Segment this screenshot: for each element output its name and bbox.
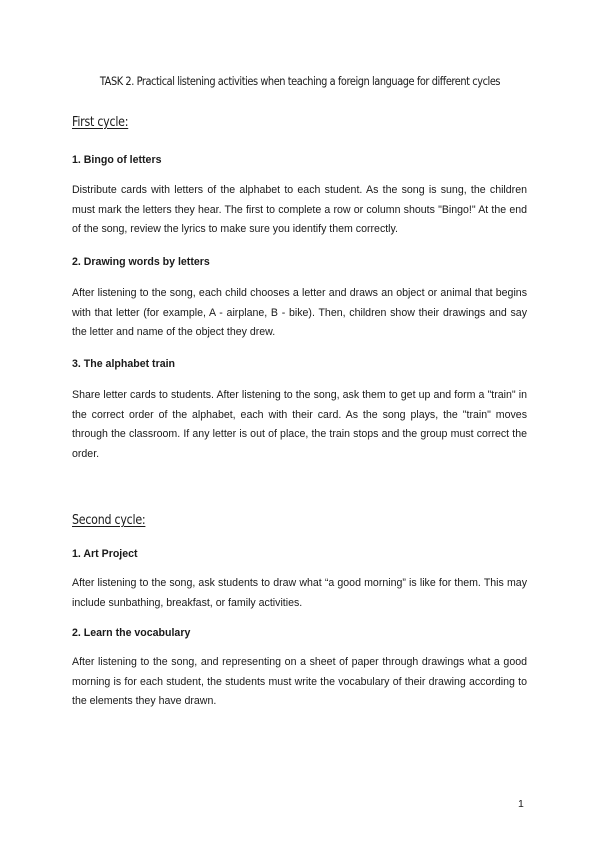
activity-heading-bingo: 1. Bingo of letters (72, 154, 162, 166)
activity-heading-drawing-words: 2. Drawing words by letters (72, 256, 210, 268)
second-cycle-heading: Second cycle: (72, 512, 146, 528)
activity-text-art-project: After listening to the song, ask students to draw what “a good morning” is like for them. This may include sunbathing, breakfast, or family activities. (72, 577, 527, 609)
activity-text-drawing-words: After listening to the song, each child chooses a letter and draws an object or animal that begins with that letter (for example, A - airplane, B - bike). Then, children show their drawings and say the letter and name of the object they drew. (72, 287, 527, 338)
document-title: TASK 2. Practical listening activities when teaching a foreign language for different cycles (99, 74, 501, 88)
first-cycle-heading: First cycle: (72, 114, 129, 130)
activity-heading-vocabulary: 2. Learn the vocabulary (72, 627, 191, 639)
page-number: 1 (518, 798, 524, 810)
activity-text-vocabulary: After listening to the song, and representing on a sheet of paper through drawings what a good morning is for each student, the students must write the vocabulary of their drawing according to the elements they have drawn. (72, 656, 527, 707)
activity-text-alphabet-train: Share letter cards to students. After listening to the song, ask them to get up and form a "train" in the correct order of the alphabet, each with their card. As the song plays, the "train" moves through the classroom. If any letter is out of place, the train stops and the group must correct the order. (72, 389, 527, 460)
activity-text-bingo: Distribute cards with letters of the alphabet to each student. As the song is sung, the children must mark the letters they hear. The first to complete a row or column shouts "Bingo!" At the end of the song, review the lyrics to make sure you identify them correctly. (72, 184, 527, 235)
activity-heading-art-project: 1. Art Project (72, 548, 138, 560)
activity-heading-alphabet-train: 3. The alphabet train (72, 358, 176, 370)
